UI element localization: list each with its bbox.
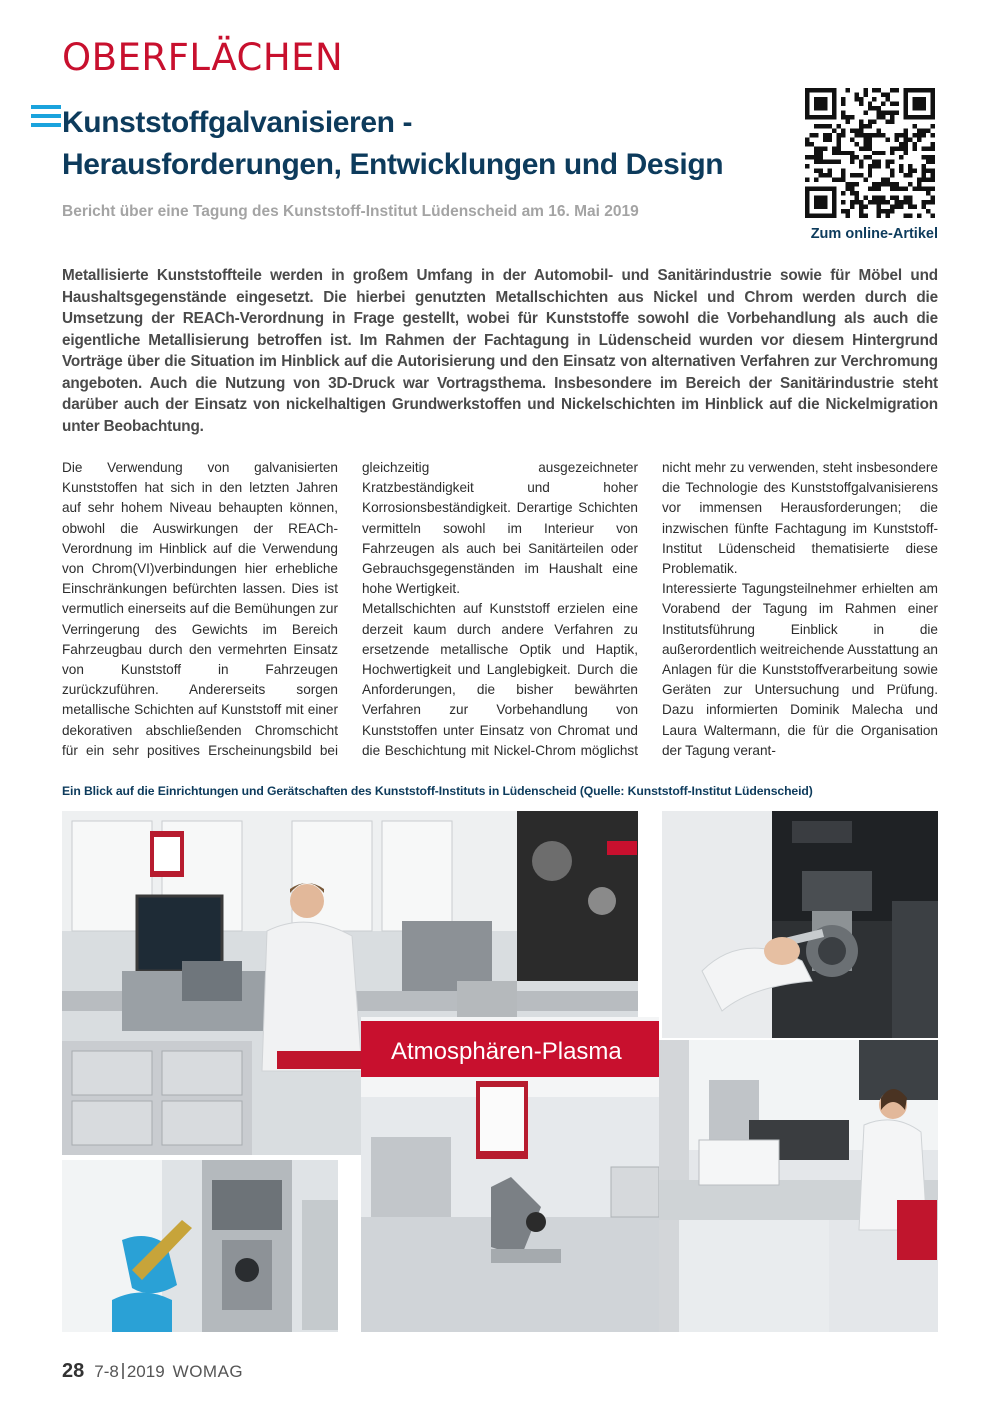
body-paragraph: Die Verwendung von galvanisierten Kunststoffen hat sich in den letzten Jahren auf sehr hohem Niveau behaupten können, obwohl die Auswirkungen der REACh-Verordnung im Hinblick auf die Verwendung von Chrom(VI)verbindungen hier erhebliche Einschränkungen befürchten lassen. Dies ist vermutlich einerseits auf die Bemühungen zur Verringerung des Gewichts im Bereich Fahrzeugbau durch den vermehrten Einsatz von Kunststoff in Fahrzeugen zurückzuführen. Andererseits sorgen metallische Schichten auf Kunststoff mit einer dekorativen abschließenden Chromschicht für ein sehr positives Erscheinungsbild bei gleichzeitig ausgezeichneter Kratzbeständigkeit und hoher Korrosionsbeständigkeit. Derartige Schichten vermitteln sowohl im Interieur von Fahrzeugen als auch bei Sanitärteilen oder Gebrauchsgegenständen im Haushalt eine hohe Wertigkeit. bbox=[62, 460, 638, 758]
issue-number: 7-8 bbox=[94, 1362, 119, 1381]
magazine-name: WOMAG bbox=[172, 1362, 244, 1381]
section-title: OBERFLÄCHEN bbox=[62, 36, 344, 79]
photo-microscope-closeup bbox=[662, 811, 938, 1038]
plasma-sign-text: Atmosphären-Plasma bbox=[391, 1038, 622, 1065]
footer-separator bbox=[122, 1363, 124, 1379]
article-body bbox=[62, 458, 938, 763]
photo-gloved-hands bbox=[62, 1160, 338, 1332]
issue-year: 2019 bbox=[126, 1362, 165, 1381]
body-paragraph: Metallschichten auf Kunststoff erzielen eine derzeit kaum durch andere Verfahren zu ersetzende metallische Optik und Haptik, Hochwertigkeit und Langlebigkeit. Durch die Anforderungen, die bisher bewährten Verfahren zur Vorbehandlung von Kunststoffen unter Einsatz von Chromat und die Beschichtung mit Nickel-Chrom möglichst nicht mehr zu verwenden, steht insbesondere die Technologie des Kunststoffgalvanisierens vor immensen Herausforderungen; die inzwischen fünfte Fachtagung im Kunststoff-Institut Lüdenscheid thematisierte diese Problematik. bbox=[362, 460, 938, 758]
headline bbox=[62, 102, 782, 186]
qr-code-icon[interactable] bbox=[805, 88, 935, 218]
subheadline: Bericht über eine Tagung des Kunststoff-Institut Lüdenscheid am 16. Mai 2019 bbox=[62, 203, 639, 220]
online-article-link[interactable]: Zum online-Artikel bbox=[810, 226, 938, 242]
body-paragraph: Interessierte Tagungsteilnehmer erhielten am Vorabend der Tagung im Rahmen einer Institutsführung Einblick in die außerordentlich weitreichende Ausstattung an Anlagen für die Kunststoffverarbeitung sowie Geräten zur Untersuchung und Prüfung. Dazu informierten Dominik Malecha und Laura Waltermann, die für die Organisation der Tagung verant- bbox=[662, 581, 938, 758]
headline-line-1: Kunststoffgalvanisieren - bbox=[62, 106, 413, 139]
photo-plasma-lab bbox=[361, 1017, 659, 1332]
photo-lab-bench bbox=[659, 1040, 938, 1332]
photo-caption: Ein Blick auf die Einrichtungen und Gerätschaften des Kunststoff-Instituts in Lüdenscheid (Quelle: Kunststoff-Institut Lüdenscheid) bbox=[62, 784, 813, 798]
lead-paragraph: Metallisierte Kunststoffteile werden in großem Umfang in der Automobil- und Sanitärindustrie sowie für Möbel und Haushaltsgegenstände eingesetzt. Die hierbei genutzten Metallschichten aus Nickel und Chrom werden durch die Umsetzung der REACh-Verordnung in Frage gestellt, wobei für Kunststoffe sowohl die Vorbehandlung als auch die eigentliche Metallisierung betroffen ist. Im Rahmen der Fachtagung in Lüdenscheid wurden vor diesem Hintergrund Vorträge über die Situation im Hinblick auf die Autorisierung und den Einsatz von alternativen Verfahren zur Verchromung angeboten. Auch die Nutzung von 3D-Druck war Vortragsthema. Insbesondere im Bereich der Sanitärindustrie steht darüber auch der Einsatz von nickelhaltigen Grundwerkstoffen und Nickelschichten im Hinblick auf die Nickelmigration unter Beobachtung. bbox=[62, 267, 938, 435]
page-footer bbox=[62, 1360, 243, 1383]
page-number: 28 bbox=[62, 1360, 85, 1382]
menu-icon bbox=[31, 105, 61, 132]
headline-line-2: Herausforderungen, Entwicklungen und Design bbox=[62, 148, 724, 181]
